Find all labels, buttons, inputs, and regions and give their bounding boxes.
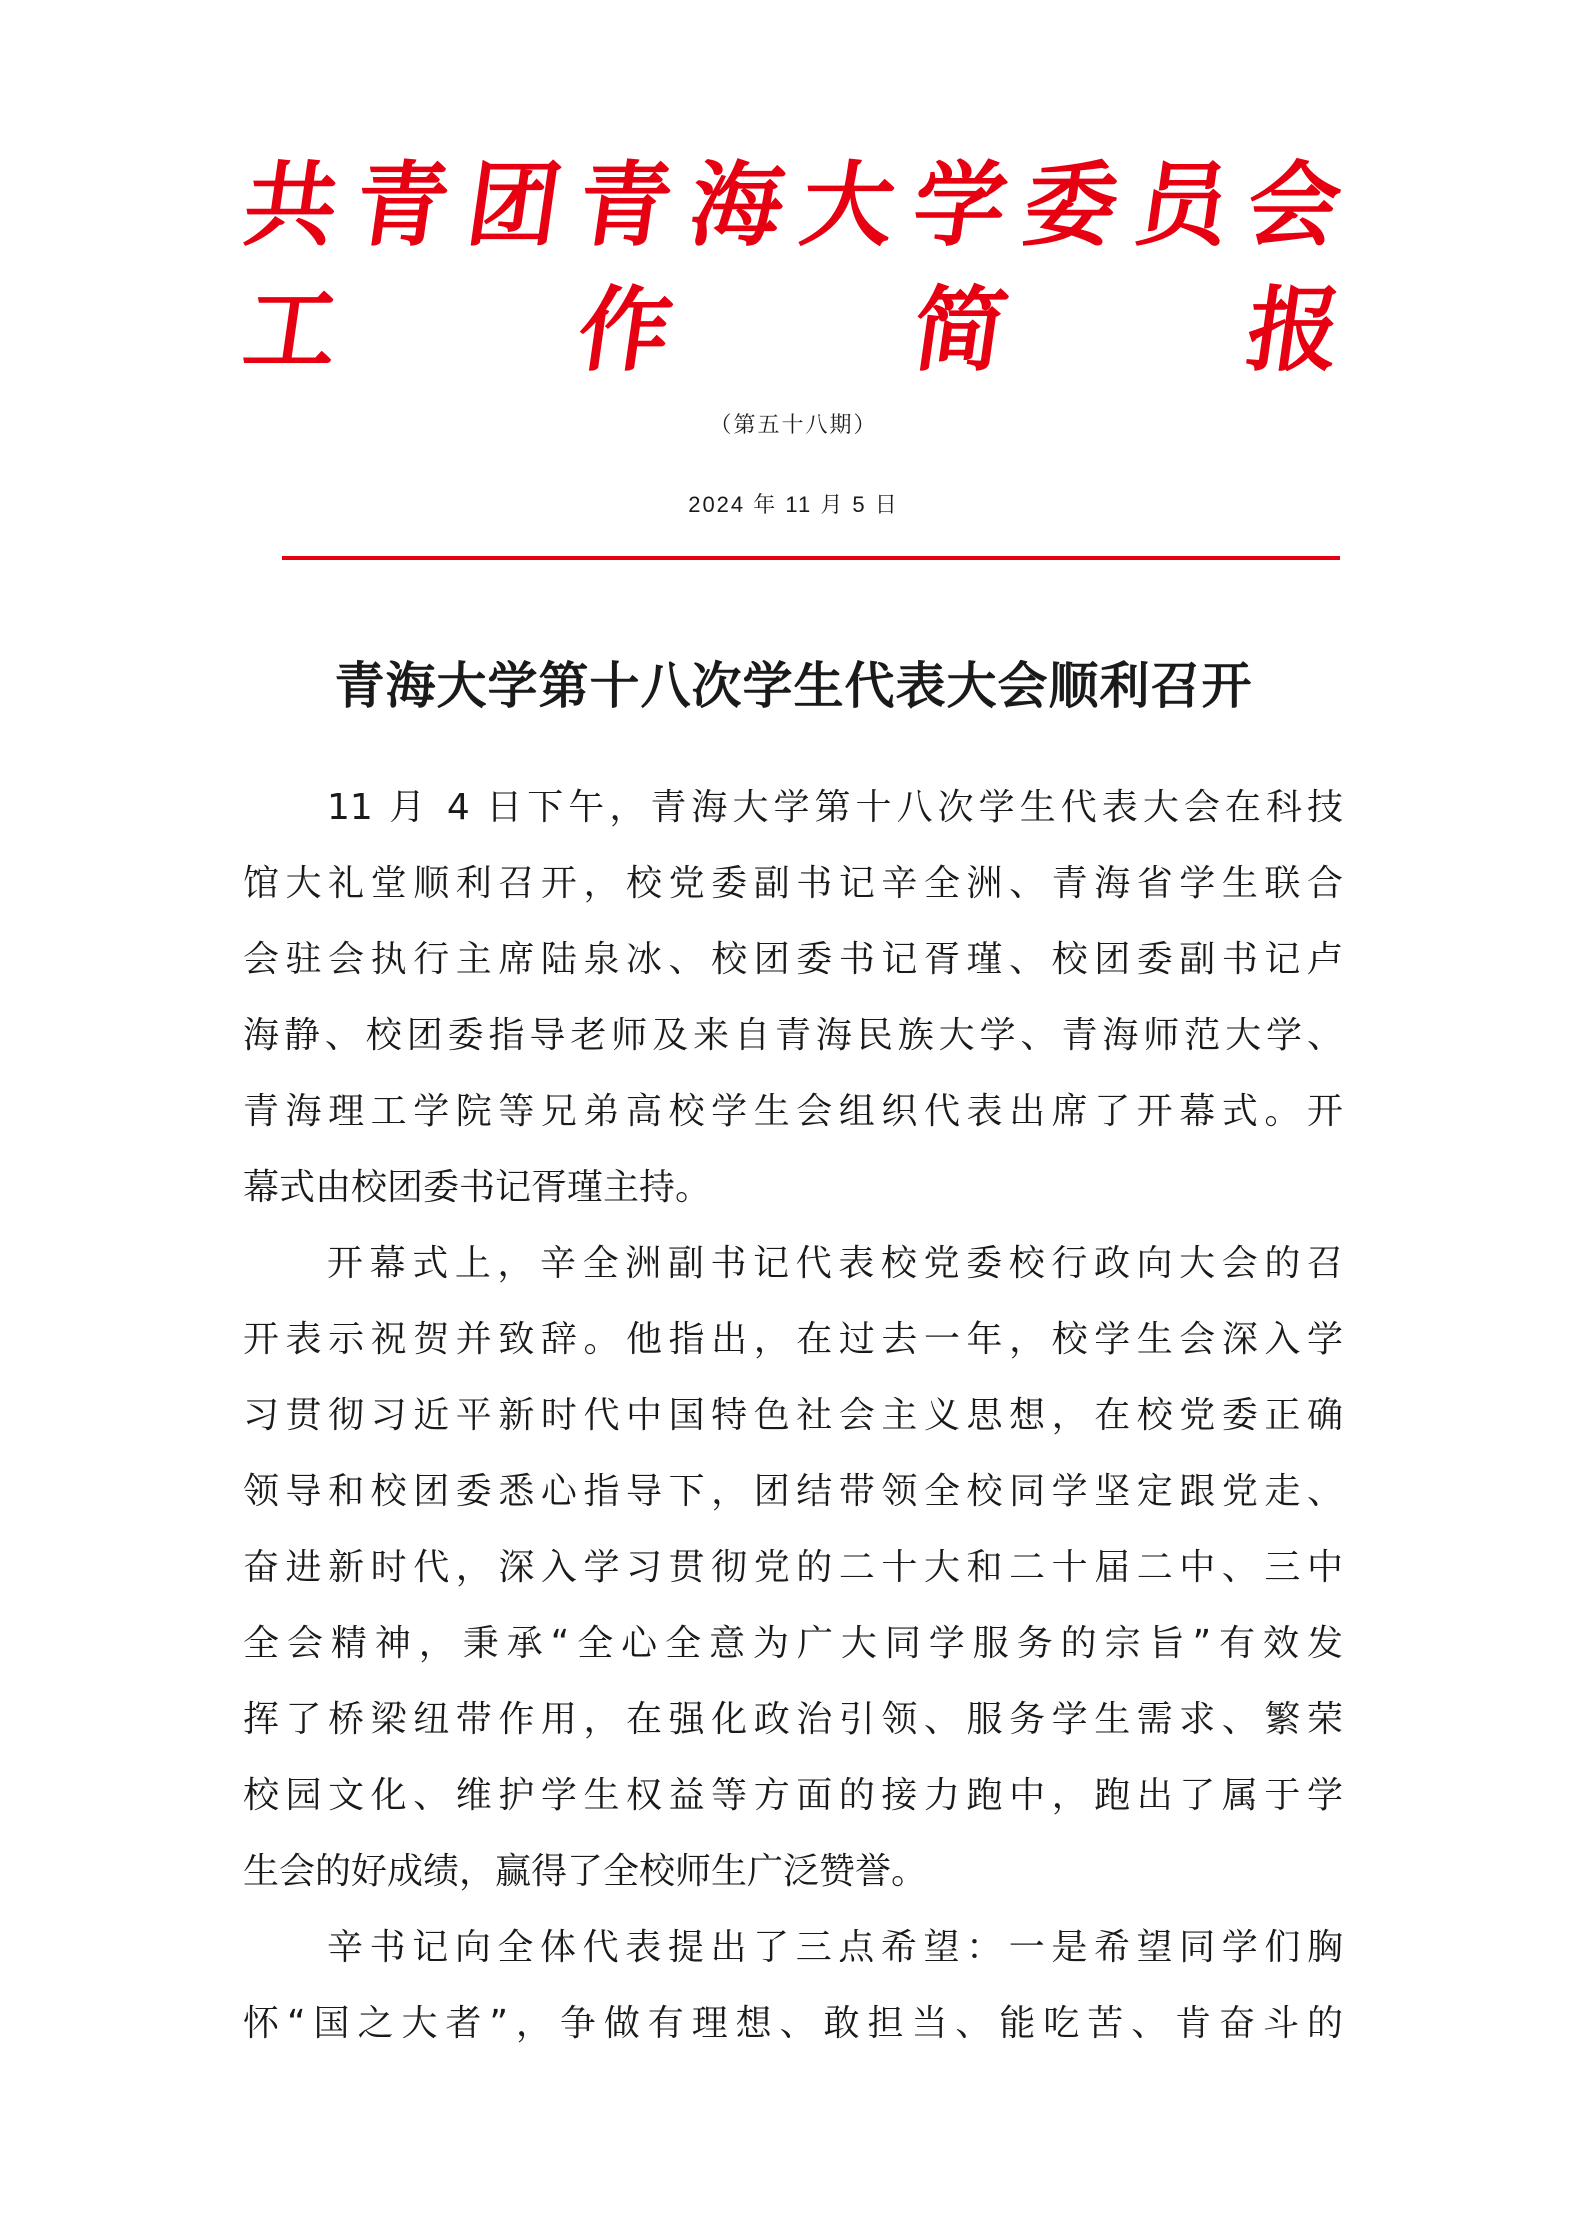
- masthead-char: 简: [906, 277, 1014, 384]
- article-line: 青海理工学院等兄弟高校学生会组织代表出席了开幕式。开: [243, 1091, 1343, 1132]
- article-line: 会驻会执行主席陆泉冰、校团委书记胥瑾、校团委副书记卢: [243, 939, 1343, 980]
- masthead-char: 委: [1017, 152, 1125, 259]
- article-line: 校园文化、维护学生权益等方面的接力跑中，跑出了属于学: [243, 1775, 1343, 1816]
- masthead-char: 团: [460, 152, 568, 259]
- article-line: 海静、校团委指导老师及来自青海民族大学、青海师范大学、: [243, 1015, 1343, 1056]
- article-line: 全会精神，秉承“全心全意为广大同学服务的宗旨”有效发: [243, 1623, 1343, 1664]
- article-line: 开表示祝贺并致辞。他指出，在过去一年，校学生会深入学: [243, 1319, 1343, 1360]
- masthead-char: 工: [237, 277, 345, 384]
- masthead-char: 共: [237, 152, 345, 259]
- red-divider: [282, 556, 1340, 560]
- masthead-char: 青: [571, 152, 679, 259]
- issue-date: 2024 年 11 月 5 日: [688, 492, 899, 517]
- article-line: 挥了桥梁纽带作用，在强化政治引领、服务学生需求、繁荣: [243, 1699, 1343, 1740]
- article-line: 奋进新时代，深入学习贯彻党的二十大和二十届二中、三中: [243, 1547, 1343, 1588]
- masthead-title-line-1: [237, 152, 1348, 259]
- masthead-title-line-2: [237, 277, 1348, 384]
- article-line: 生会的好成绩，赢得了全校师生广泛赞誉。: [243, 1851, 928, 1892]
- masthead-char: 报: [1240, 277, 1348, 384]
- masthead-char: 大: [794, 152, 902, 259]
- article-line: 11 月 4 日下午，青海大学第十八次学生代表大会在科技: [327, 787, 1343, 828]
- article-line: 领导和校团委悉心指导下，团结带领全校同学坚定跟党走、: [243, 1471, 1343, 1512]
- masthead-char: 学: [906, 152, 1014, 259]
- article-line: 辛书记向全体代表提出了三点希望：一是希望同学们胸: [327, 1927, 1343, 1968]
- masthead-char: 青: [348, 152, 457, 259]
- issue-number: （第五十八期）: [709, 413, 878, 438]
- masthead-char: 作: [571, 277, 679, 384]
- article-line: 怀“国之大者”，争做有理想、敢担当、能吃苦、肯奋斗的: [243, 2003, 1343, 2044]
- article-line: 习贯彻习近平新时代中国特色社会主义思想，在校党委正确: [243, 1395, 1343, 1436]
- article-line: 馆大礼堂顺利召开，校党委副书记辛全洲、青海省学生联合: [243, 863, 1343, 904]
- article-line: 开幕式上，辛全洲副书记代表校党委校行政向大会的召: [327, 1243, 1343, 1284]
- article-body: [243, 770, 1343, 2062]
- article-headline: 青海大学第十八次学生代表大会顺利召开: [334, 655, 1253, 715]
- masthead-char: 海: [683, 152, 791, 259]
- article-line: 幕式由校团委书记胥瑾主持。: [243, 1167, 712, 1208]
- masthead-char: 员: [1129, 152, 1237, 259]
- masthead-char: 会: [1240, 152, 1348, 259]
